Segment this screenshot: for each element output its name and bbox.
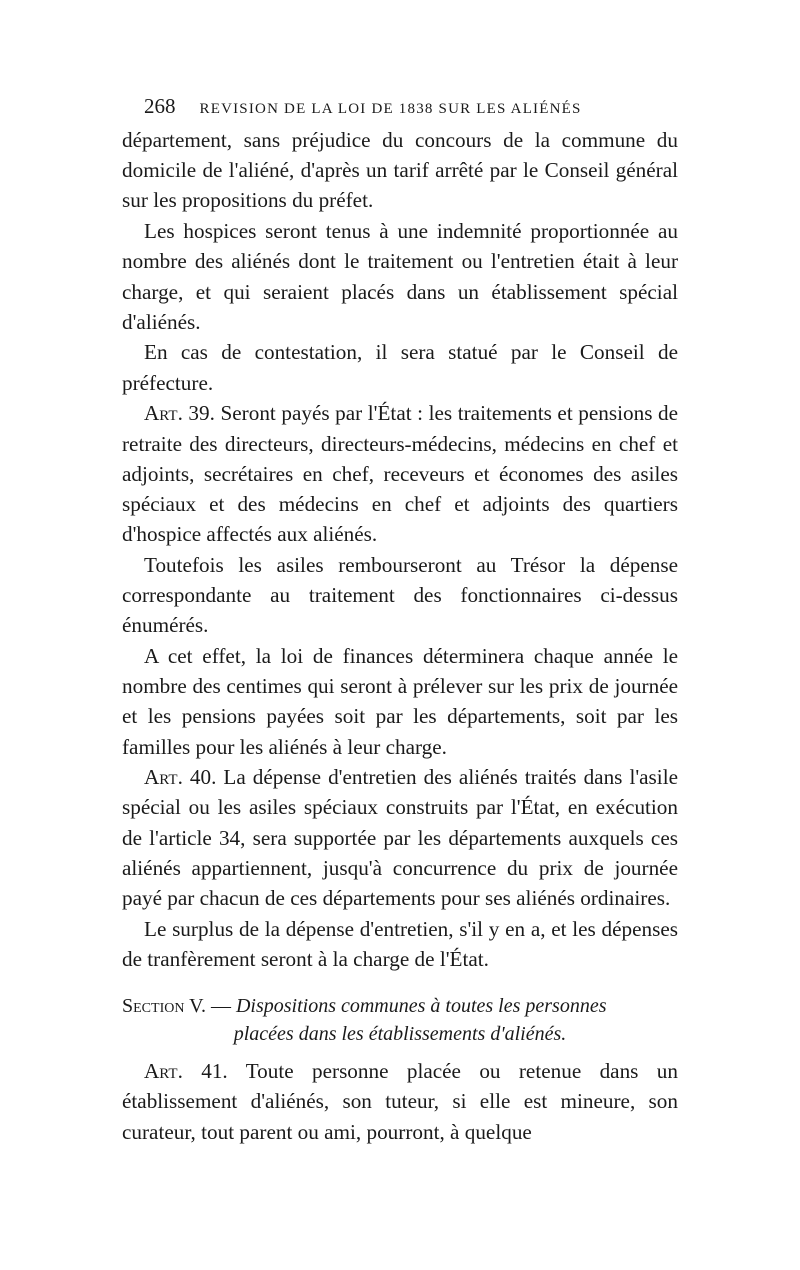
article-40-text: La dépense d'entretien des aliénés traités dans l'asile spécial ou les asiles spéciaux construits par l'État, en exécution de l'article 34, sera supportée par les départements auxquels ces aliénés appartiennent, jusqu'à concurrence du prix de journée payé par chacun de ces départements pour ses aliénés ordinaires. [122,765,678,911]
article-39 [122,398,678,549]
article-41-label: Art. 41. [144,1059,228,1084]
section-label: Section V. [122,995,206,1018]
section-title-line2: placées dans les établissements d'aliénés. [233,1023,567,1046]
article-41-text: Toute personne placée ou retenue dans un établissement d'aliénés, son tuteur, si elle est mineure, son curateur, tout parent ou ami, pourront, à quelque [122,1059,678,1144]
paragraph-surplus: Le surplus de la dépense d'entretien, s'il y en a, et les dépenses de tranfèrement seront à la charge de l'État. [122,916,678,971]
page-body-continued [122,1056,678,1147]
paragraph-hospices: Les hospices seront tenus à une indemnité proportionnée au nombre des aliénés dont le traitement ou l'entretien était à leur charge, et qui seraient placés dans un établissement spécial d'aliénés. [122,219,678,334]
paragraph-a-cet-effet: A cet effet, la loi de finances déterminera chaque année le nombre des centimes qui seront à prélever sur les prix de journée et les pensions payées soit par les départements, soit par les familles pour les aliénés à leur charge. [122,643,678,759]
article-40 [122,762,678,913]
page-body [122,125,678,974]
book-page [122,93,678,1147]
page-number: 268 [144,94,176,118]
running-header [122,93,678,119]
paragraph-continuation: département, sans préjudice du concours de la commune du domicile de l'aliéné, d'après un tarif arrêté par le Conseil général sur les propositions du préfet. [122,128,678,213]
running-title: REVISION DE LA LOI DE 1838 SUR LES ALIÉNÉS [199,101,582,117]
section-title-line1: Dispositions communes à toutes les personnes [235,995,607,1018]
article-39-text: Seront payés par l'État : les traitements et pensions de retraite des directeurs, directeurs-médecins, médecins en chef et adjoints, secrétaires en chef, receveurs et économes des asiles spéciaux et des médecins en chef et adjoints des quartiers d'hospice affectés aux aliénés. [122,401,678,547]
article-41 [122,1056,678,1147]
article-39-label: Art. 39. [144,401,215,426]
paragraph-contestation: En cas de contestation, il sera statué par le Conseil de préfecture. [122,340,678,395]
paragraph-toutefois: Toutefois les asiles rembourseront au Trésor la dépense correspondante au traitement des fonctionnaires ci-dessus énumérés. [122,552,678,638]
article-40-label: Art. 40. [144,765,217,790]
section-dash: — [205,995,236,1018]
section-heading [122,992,678,1048]
